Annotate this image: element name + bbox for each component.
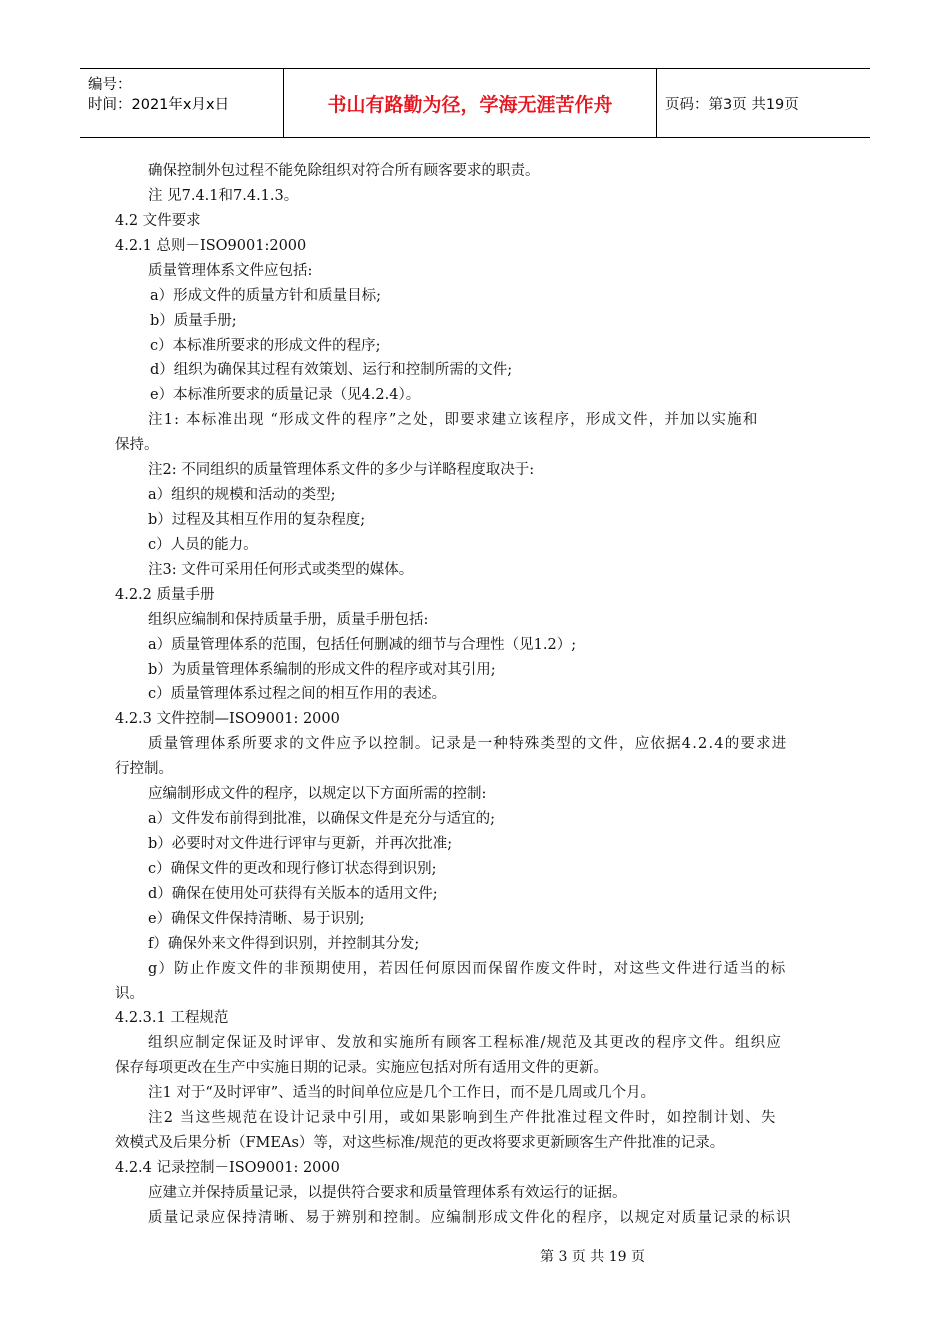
text-line: 4.2.2 质量手册 [115, 587, 215, 603]
text-line: 行控制。 [115, 761, 173, 777]
header-motto-cell [284, 69, 657, 137]
text-line: c）确保文件的更改和现行修订状态得到识别; [148, 861, 437, 877]
text-line: 组织应制定保证及时评审、发放和实施所有顾客工程标准/规范及其更改的程序文件。组织应 [148, 1035, 783, 1051]
text-line: 注 见7.4.1和7.4.1.3。 [148, 188, 299, 204]
text-line: d）组织为确保其过程有效策划、运行和控制所需的文件; [150, 362, 513, 378]
text-line: 保持。 [115, 437, 159, 453]
text-line: 组织应编制和保持质量手册，质量手册包括: [148, 612, 429, 628]
text-line: e）本标准所要求的质量记录（见4.2.4）。 [150, 387, 421, 403]
text-line: 4.2.3 文件控制—ISO9001: 2000 [115, 711, 340, 727]
text-line: a）组织的规模和活动的类型; [148, 487, 336, 503]
text-line: 4.2.1 总则－ISO9001:2000 [115, 238, 307, 254]
text-line: 4.2.3.1 工程规范 [115, 1010, 229, 1026]
header-motto: 书山有路勤为径，学海无涯苦作舟 [327, 93, 613, 116]
page-footer [0, 1246, 950, 1266]
text-line: b）必要时对文件进行评审与更新，并再次批准; [148, 836, 453, 852]
text-line: 4.2.4 记录控制－ISO9001: 2000 [115, 1160, 340, 1176]
text-line: d）确保在使用处可获得有关版本的适用文件; [148, 886, 438, 902]
text-line: a）文件发布前得到批准，以确保文件是充分与适宜的; [148, 811, 496, 827]
footer-page-number: 第 3 页 共 19 页 [540, 1249, 645, 1265]
text-line: b）为质量管理体系编制的形成文件的程序或对其引用; [148, 662, 496, 678]
text-line: 质量记录应保持清晰、易于辨别和控制。应编制形成文件化的程序，以规定对质量记录的标识 [148, 1210, 792, 1226]
doc-number-label: 编号： [88, 77, 132, 93]
text-line: a）形成文件的质量方针和质量目标; [150, 288, 382, 304]
text-line: 4.2 文件要求 [115, 213, 201, 229]
header-meta [80, 69, 284, 137]
text-line: 效模式及后果分析（FMEAs）等，对这些标准/规范的更改将要求更新顾客生产件批准的记录。 [115, 1135, 725, 1151]
text-line: 注2 当这些规范在设计记录中引用，或如果影响到生产件批准过程文件时，如控制计划、失 [148, 1110, 777, 1126]
text-line: 注1 对于“及时评审”、适当的时间单位应是几个工作日，而不是几周或几个月。 [148, 1085, 656, 1101]
text-line: 应编制形成文件的程序，以规定以下方面所需的控制: [148, 786, 487, 802]
text-line: 注3: 文件可采用任何形式或类型的媒体。 [148, 562, 414, 578]
text-line: 应建立并保持质量记录，以提供符合要求和质量管理体系有效运行的证据。 [148, 1185, 627, 1201]
text-line: 注2: 不同组织的质量管理体系文件的多少与详略程度取决于: [148, 462, 535, 478]
text-line: 质量管理体系文件应包括: [148, 263, 313, 279]
header-page-info: 页码：第3页 共19页 [665, 96, 799, 113]
page-header [80, 68, 870, 138]
text-line: 质量管理体系所要求的文件应予以控制。记录是一种特殊类型的文件，应依据4.2.4的要求进 [148, 736, 788, 752]
text-line: e）确保文件保持清晰、易于识别; [148, 911, 365, 927]
text-line: f）确保外来文件得到识别，并控制其分发; [148, 936, 420, 952]
text-line: 确保控制外包过程不能免除组织对符合所有顾客要求的职责。 [148, 163, 540, 179]
doc-time-label: 时间：2021年x月x日 [88, 97, 230, 113]
text-line: a）质量管理体系的范围，包括任何删减的细节与合理性（见1.2）; [148, 637, 577, 653]
text-line: 注1: 本标准出现 “形成文件的程序”之处，即要求建立该程序，形成文件，并加以实施和 [148, 412, 759, 428]
text-line: c）本标准所要求的形成文件的程序; [150, 338, 381, 354]
text-line: 保存每项更改在生产中实施日期的记录。实施应包括对所有适用文件的更新。 [115, 1060, 608, 1076]
text-line: b）过程及其相互作用的复杂程度; [148, 512, 366, 528]
text-line: c）质量管理体系过程之间的相互作用的表述。 [148, 686, 447, 702]
text-line: 识。 [115, 986, 144, 1002]
text-line: b）质量手册; [150, 313, 237, 329]
text-line: g）防止作废文件的非预期使用，若因任何原因而保留作废文件时，对这些文件进行适当的标 [148, 961, 787, 977]
text-line: c）人员的能力。 [148, 537, 258, 553]
